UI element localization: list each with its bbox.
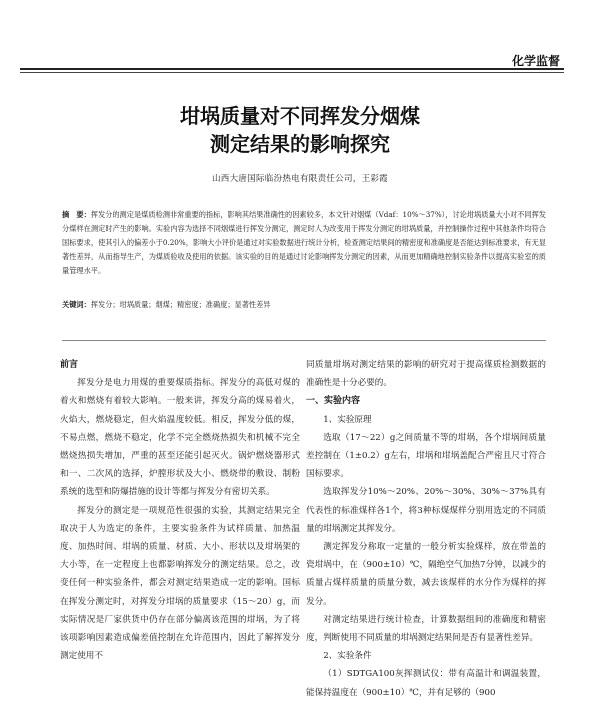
intro-paragraph-continued: 同质量坩埚对测定结果的影响的研究对于提高煤质检测数据的准确性是十分必要的。 [306, 360, 546, 389]
section-1-heading: 一、实验内容 [306, 396, 361, 407]
abstract-text: 挥发分的测定是煤质检测非常重要的指标，影响其结果准确性的因素较多，本文针对烟煤（Vdaf：10%～37%），讨论坩埚质量大小对不同挥发分煤样在测定时产生的影响。实验内容为选择不同烟煤进行挥发分测定，测定时人为改变用于挥发分测定的坩埚质量，并控制操作过程中其他条件均符合国标要求，使其引入的偏差小于0.20%，影响大小评价是通过对实验数据进行统计分析，检查测定结果间的精密度和准确度是否能达到标准要求，有无显著性差异，从而指导生产，为煤质验收及使用的依据。该实验的目的是通过讨论影响挥发分测定的因素，从而更加精确地控制实验条件以提高实验室的质量管理水平。 [62, 210, 546, 275]
header-divider [20, 68, 564, 70]
principle-paragraph-2: 选取挥发分10%～20%、20%～30%、30%～37%具有代表性的标准煤样各1个，将3种标煤煤样分别用选定的不同质量的坩埚测定其挥发分。 [306, 487, 546, 534]
intro-heading: 前言 [60, 360, 79, 370]
right-column [306, 356, 546, 702]
abstract [62, 208, 546, 278]
body-divider [62, 340, 546, 341]
intro-paragraph-2: 挥发分的测定是一项规范性很强的实验，其测定结果完全取决于人为选定的条件，主要实验条件为试样质量、加热温度、加热时间、坩埚的质量、材质、大小、形状以及坩埚架的大小等，在一定程度上也都影响挥发分的测定结果。总之，改变任何一种实验条件，都会对测定结果造成一定的影响。国标在挥发分测定时，对挥发分坩埚的质量要求（15～20）g，而实际情况是厂家供货中仍存在部分偏离该范围的坩埚，为了将该项影响因素造成偏差值控制在允许范围内，因此了解挥发分测定使用不 [60, 505, 300, 662]
keywords [62, 298, 546, 312]
article-title [0, 102, 600, 158]
journal-section-label: 化学监督 [511, 54, 560, 68]
subsection-conditions-heading: 2、实验条件 [323, 651, 372, 662]
subsection-principle-heading: 1、实验原理 [323, 414, 372, 425]
left-column [60, 356, 300, 665]
intro-paragraph-1: 挥发分是电力用煤的重要煤质指标。挥发分的高低对煤的着火和燃烧有着较大影响。一般来讲，挥发分高的煤易着火，火焰大，燃烧稳定，但火焰温度较低。相反，挥发分低的煤，不易点燃，燃烧不稳定，化学不完全燃烧热损失和机械不完全燃烧热损失增加，严重的甚至还能引起灭火。锅炉燃烧器形式和一、二次风的选择，炉膛形状及大小、燃烧带的敷设、制粉系统的选型和防爆措施的设计等都与挥发分有密切关系。 [60, 378, 300, 498]
keywords-text: 挥发分；坩埚质量；烟煤；精密度；准确度；显著性差异 [90, 300, 271, 309]
principle-paragraph-1: 选取（17～22）g之间质量不等的坩埚，各个坩埚间质量差控制在（1±0.2）g左右，坩埚和坩埚盖配合严密且尺寸符合国标要求。 [306, 432, 546, 480]
author-affiliation: 山西大唐国际临汾热电有限责任公司，王彩霞 [211, 174, 388, 184]
title-line-1: 坩埚质量对不同挥发分烟煤 [180, 104, 420, 128]
principle-paragraph-3: 测定挥发分称取一定量的一般分析实验煤样，放在带盖的瓷坩埚中，在（900±10）℃，隔绝空气加热7分钟，以减少的质量占煤样质量的质量分数，减去该煤样的水分作为煤样的挥发分。 [306, 542, 546, 607]
abstract-label: 摘 要： [62, 210, 91, 219]
conditions-paragraph-1: （1）SDTGA100灰挥测试仪：带有高温计和调温装置，能保持温度在（900±10）℃，并有足够的（900 [306, 669, 546, 698]
keywords-label: 关键词： [62, 300, 91, 309]
title-line-2: 测定结果的影响探究 [210, 132, 390, 156]
header-divider-thin [20, 72, 564, 73]
principle-paragraph-4: 对测定结果进行统计检查，计算数据组间的准确度和精密度，判断使用不同质量的坩埚测定结果间是否有显著性差异。 [306, 614, 546, 644]
